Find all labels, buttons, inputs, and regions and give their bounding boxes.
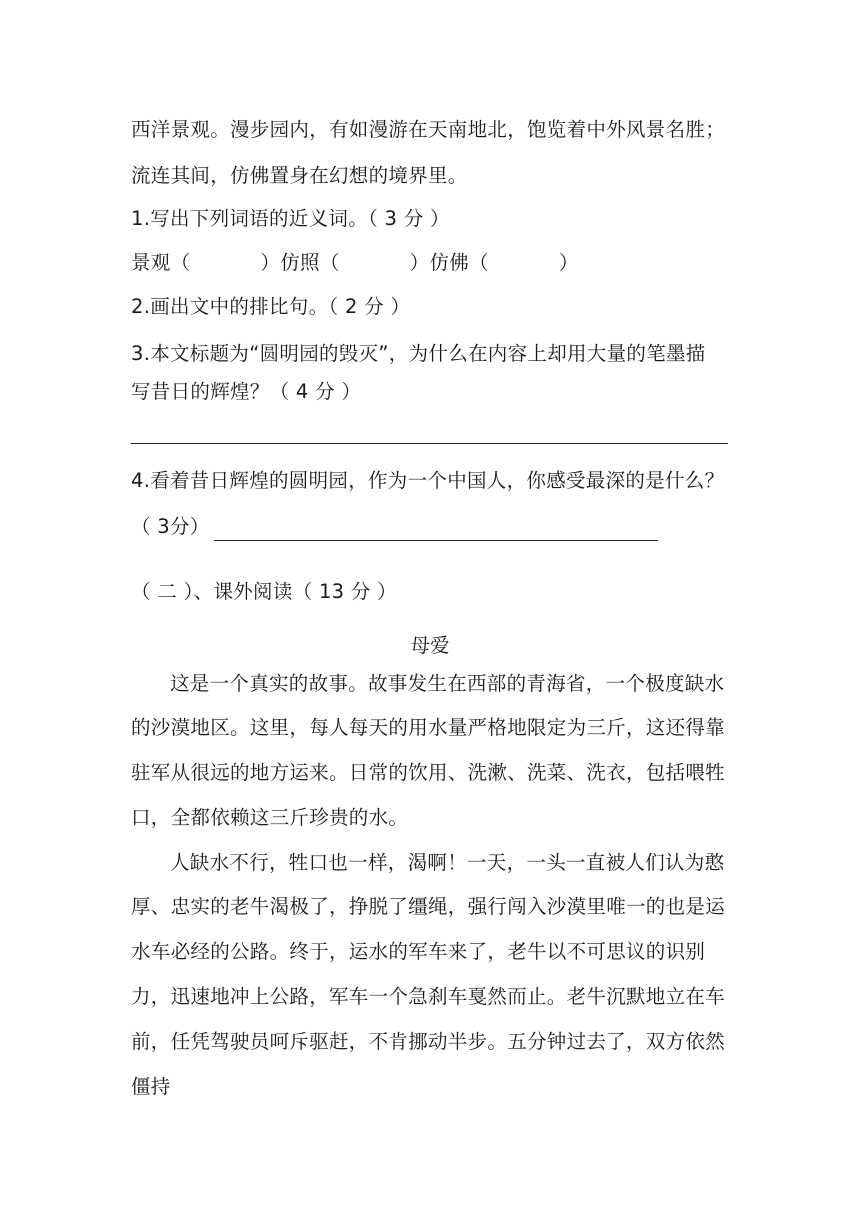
- question-3-line: 3.本文标题为“圆明园的毁灭”，为什么在内容上却用大量的笔墨描: [131, 342, 706, 365]
- paragraph-line: 水车必经的公路。终于，运水的军车来了，老牛以不可思议的识别: [131, 940, 706, 963]
- passage-line: 流连其间，仿佛置身在幻想的境界里。: [131, 164, 468, 187]
- paragraph-line: 口，全都依赖这三斤珍贵的水。: [131, 806, 409, 829]
- answer-line[interactable]: [214, 518, 658, 541]
- story-title: 母爱: [410, 634, 450, 657]
- word-1-label: 景观（: [131, 251, 191, 274]
- paragraph-line: 厚、忠实的老牛渴极了，挣脱了缰绳，强行闯入沙漠里唯一的也是运: [131, 895, 726, 918]
- paragraph-line: 人缺水不行，牲口也一样，渴啊！一天，一头一直被人们认为憨: [170, 851, 725, 874]
- word-2-label: 仿照（: [280, 251, 340, 274]
- answer-line[interactable]: [131, 443, 728, 444]
- paragraph-line: 这是一个真实的故事。故事发生在西部的青海省，一个极度缺水: [170, 672, 725, 695]
- question-1: 1.写出下列词语的近义词。（ 3 分 ）: [131, 207, 450, 230]
- word-3-label: 仿佛（: [429, 251, 489, 274]
- paragraph-line: 前，任凭驾驶员呵斥驱赶，不肯挪动半步。五分钟过去了，双方依然: [131, 1030, 726, 1053]
- question-4-line: [131, 513, 658, 541]
- paragraph-line: 僵持: [131, 1075, 171, 1098]
- word-1-close: ）: [260, 251, 281, 274]
- paragraph-line: 的沙漠地区。这里，每人每天的用水量严格地限定为三斤，这还得靠: [131, 716, 726, 739]
- word-3-close: ）: [558, 251, 579, 274]
- passage-line: 西洋景观。漫步园内，有如漫游在天南地北，饱览着中外风景名胜；: [131, 118, 726, 141]
- section-heading: （ 二 ）、课外阅读（ 13 分 ）: [131, 580, 397, 603]
- question-4-line: 4.看着昔日辉煌的圆明园，作为一个中国人，你感受最深的是什么？: [131, 469, 725, 492]
- paragraph-line: 力，迅速地冲上公路，军车一个急刹车戛然而止。老牛沉默地立在车: [131, 985, 726, 1008]
- question-2: 2.画出文中的排比句。（ 2 分 ）: [131, 295, 411, 318]
- question-4-points: （ 3分）: [131, 515, 210, 538]
- question-3-line: 写昔日的辉煌？（ 4 分 ）: [131, 380, 362, 403]
- word-2-close: ）: [409, 251, 430, 274]
- paragraph-line: 驻军从很远的地方运来。日常的饮用、洗漱、洗菜、洗衣，包括喂牲: [131, 761, 726, 784]
- question-1-words: [131, 249, 579, 277]
